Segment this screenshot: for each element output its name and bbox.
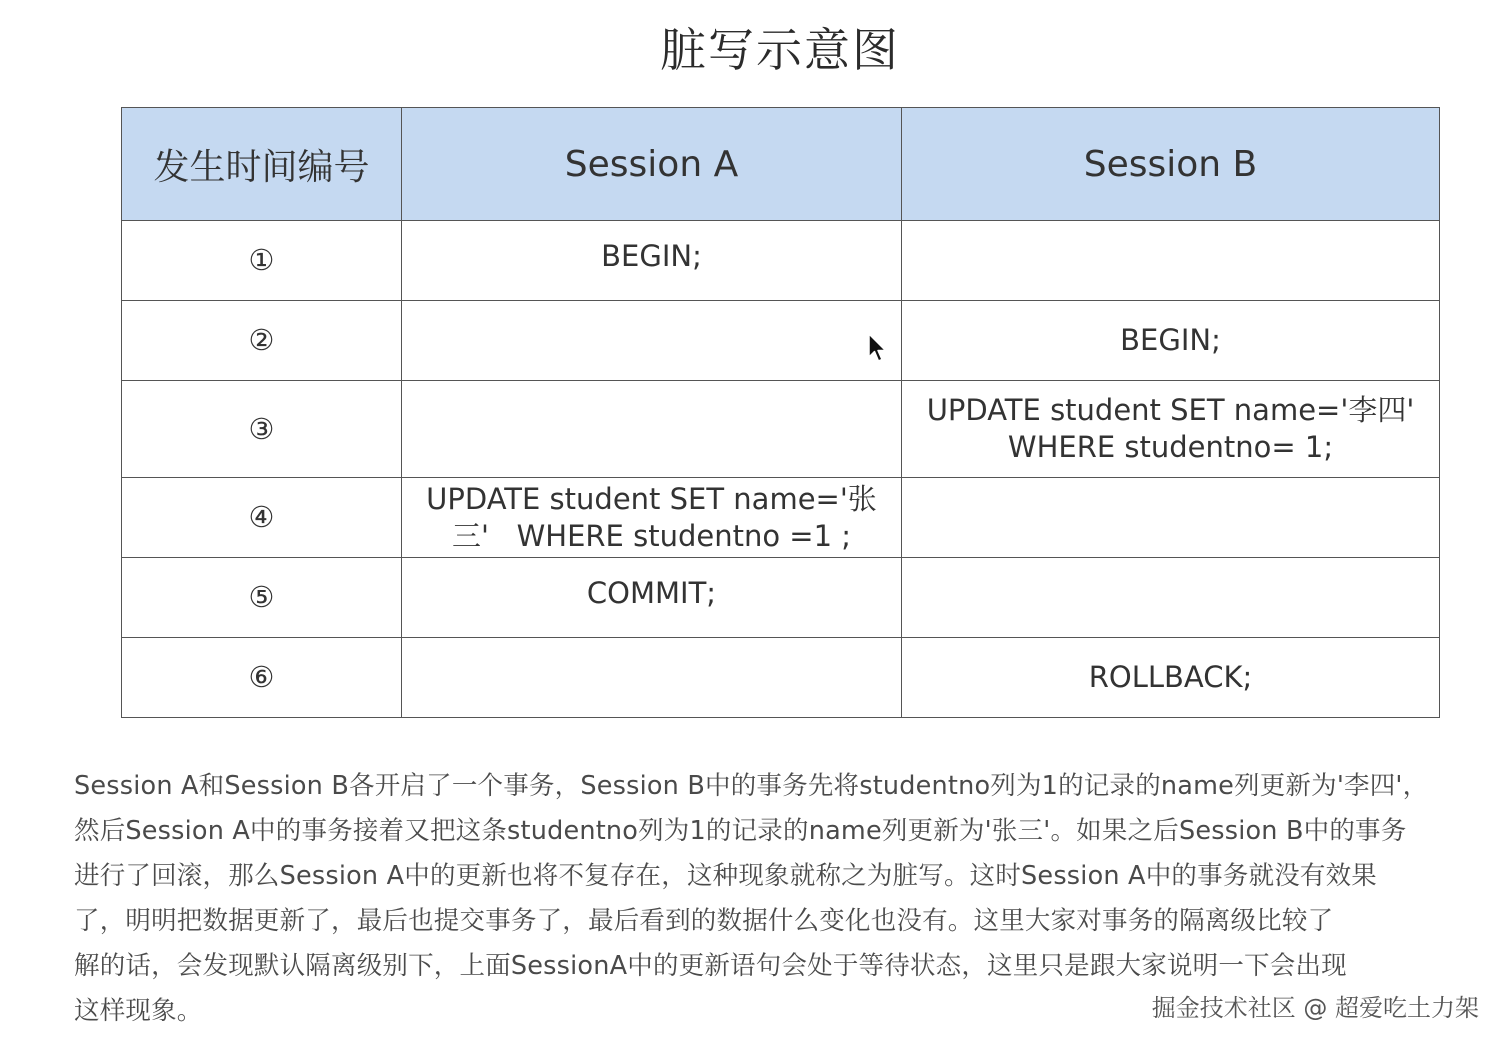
table-row (122, 221, 1440, 301)
sql-line: WHERE studentno= 1; (1007, 430, 1334, 464)
session-a-cell (402, 381, 902, 478)
table-row (122, 478, 1440, 558)
mouse-pointer-icon (867, 333, 889, 365)
description-line: Session A和Session B各开启了一个事务，Session B中的事务先将studentno列为1的记录的name列更新为'李四'， (74, 771, 1429, 801)
session-a-cell (402, 478, 902, 558)
watermark: 掘金技术社区 @ 超爱吃土力架 (1151, 994, 1479, 1022)
description-line: 然后Session A中的事务接着又把这条studentno列为1的记录的name列更新为'张三'。如果之后Session B中的事务 (74, 816, 1407, 846)
session-b-cell (902, 221, 1440, 301)
session-a-cell (402, 301, 902, 381)
session-b-cell (902, 478, 1440, 558)
header-time-number: 发生时间编号 (122, 108, 402, 221)
step-number: ② (122, 301, 402, 381)
session-a-cell: BEGIN; (402, 221, 902, 301)
dirty-write-table (121, 107, 1440, 718)
step-number: ④ (122, 478, 402, 558)
description-line: 了，明明把数据更新了，最后也提交事务了，最后看到的数据什么变化也没有。这里大家对事务的隔离级比较了 (74, 906, 1334, 936)
header-row (122, 108, 1440, 221)
description-line: 这样现象。 (74, 996, 203, 1026)
sql-line: UPDATE student SET name='李四' (926, 393, 1415, 427)
page-title: 脏写示意图 (660, 23, 900, 77)
table-row (122, 301, 1440, 381)
session-b-cell: ROLLBACK; (902, 638, 1440, 718)
description-line: 进行了回滚，那么Session A中的更新也将不复存在，这种现象就称之为脏写。这时Session A中的事务就没有效果 (74, 861, 1377, 891)
table-row (122, 558, 1440, 638)
step-number: ① (122, 221, 402, 301)
session-b-cell (902, 558, 1440, 638)
step-number: ⑤ (122, 558, 402, 638)
description-line: 解的话，会发现默认隔离级别下，上面SessionA中的更新语句会处于等待状态，这里只是跟大家说明一下会出现 (74, 951, 1347, 981)
sql-line: UPDATE student SET name='张 (426, 481, 877, 516)
table-row (122, 381, 1440, 478)
session-a-cell: COMMIT; (402, 558, 902, 638)
table-row (122, 638, 1440, 718)
session-b-cell (902, 381, 1440, 478)
session-b-cell: BEGIN; (902, 301, 1440, 381)
header-session-b: Session B (902, 108, 1440, 221)
sql-line: 三' WHERE studentno =1 ; (451, 518, 852, 553)
step-number: ⑥ (122, 638, 402, 718)
session-a-cell (402, 638, 902, 718)
header-session-a: Session A (402, 108, 902, 221)
step-number: ③ (122, 381, 402, 478)
